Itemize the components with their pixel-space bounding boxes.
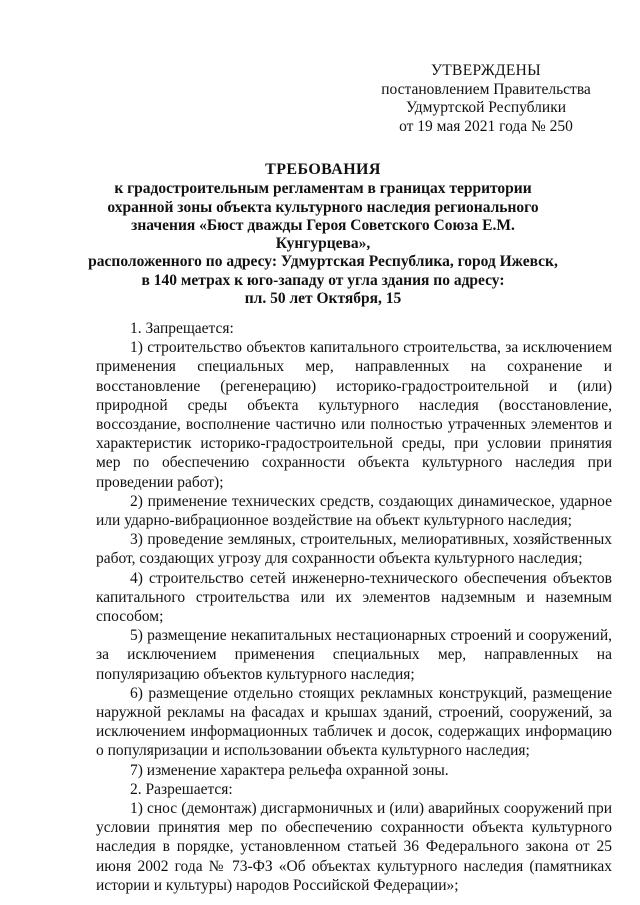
title-line-4: расположенного по адресу: Удмуртская Республика, город Ижевск, [88, 253, 558, 271]
paragraph: 5) размещение некапитальных нестационарных строений и сооружений, за исключением применения специальных мер, направленных на популяризацию объектов культурного наследия; [96, 627, 612, 683]
paragraph: 3) проведение земляных, строительных, мелиоративных, хозяйственных работ, создающих угрозу для сохранности объекта культурного наследия; [96, 531, 612, 568]
approval-stamp [370, 62, 602, 136]
section-heading-allowed: 2. Разрешается: [130, 780, 233, 798]
title-line-1: к градостроительным регламентам в границах территории [114, 180, 532, 198]
paragraph: 1) строительство объектов капитального строительства, за исключением применения специальных мер, направленных на сохранение и восстановление (регенерацию) историко-градостроительной и (или) природной среды объекта культурного наследия (восстановление, воссоздание, восполнение частично или полностью утраченных элементов и характеристик историко-градостроительной среды, при условии принятия мер по обеспечению сохранности объекта культурного наследия при проведении работ); [96, 339, 612, 491]
title-main: ТРЕБОВАНИЯ [265, 161, 381, 178]
paragraph: 2) применение технических средств, создающих динамическое, ударное или ударно-вибрационное воздействие на объект культурного наследия; [96, 492, 612, 530]
approval-heading: УТВЕРЖДЕНЫ [431, 62, 541, 79]
paragraph: 1) снос (демонтаж) дисгармоничных и (или) аварийных сооружений при условии принятия мер по обеспечению сохранности объекта культурного наследия в порядке, установленном статьей 36 Федерального закона от 25 июня 2002 года № 73-ФЗ «Об объектах культурного наследия (памятниках истории и культуры) народов Российской Федерации»; [96, 800, 612, 894]
document-body [96, 319, 612, 895]
paragraph: 6) размещение отдельно стоящих рекламных конструкций, размещение наружной рекламы на фасадах и крышах зданий, строений, сооружений, за исключением информационных табличек и досок, содержащих информацию о популяризации и использовании объекта культурного наследия; [96, 684, 612, 760]
document-title [88, 161, 558, 308]
paragraph: 4) строительство сетей инженерно-технического обеспечения объектов капитального строительства или их элементов надземным и наземным способом; [96, 569, 612, 626]
title-line-5: в 140 метрах к юго-западу от угла здания по адресу: [141, 271, 505, 289]
title-line-2: охранной зоны объекта культурного наследия регионального [107, 198, 539, 216]
section-heading-prohibited: 1. Запрещается: [130, 320, 234, 337]
approval-line-3: от 19 мая 2021 года № 250 [399, 117, 573, 135]
approval-line-1: постановлением Правительства [381, 80, 591, 98]
paragraph: 7) изменение характера рельефа охранной зоны. [130, 761, 449, 779]
title-line-3: значения «Бюст дважды Героя Советского Союза Е.М. Кунгурцева», [131, 216, 515, 253]
approval-line-2: Удмуртской Республики [405, 99, 567, 116]
title-line-6: пл. 50 лет Октября, 15 [244, 290, 402, 308]
